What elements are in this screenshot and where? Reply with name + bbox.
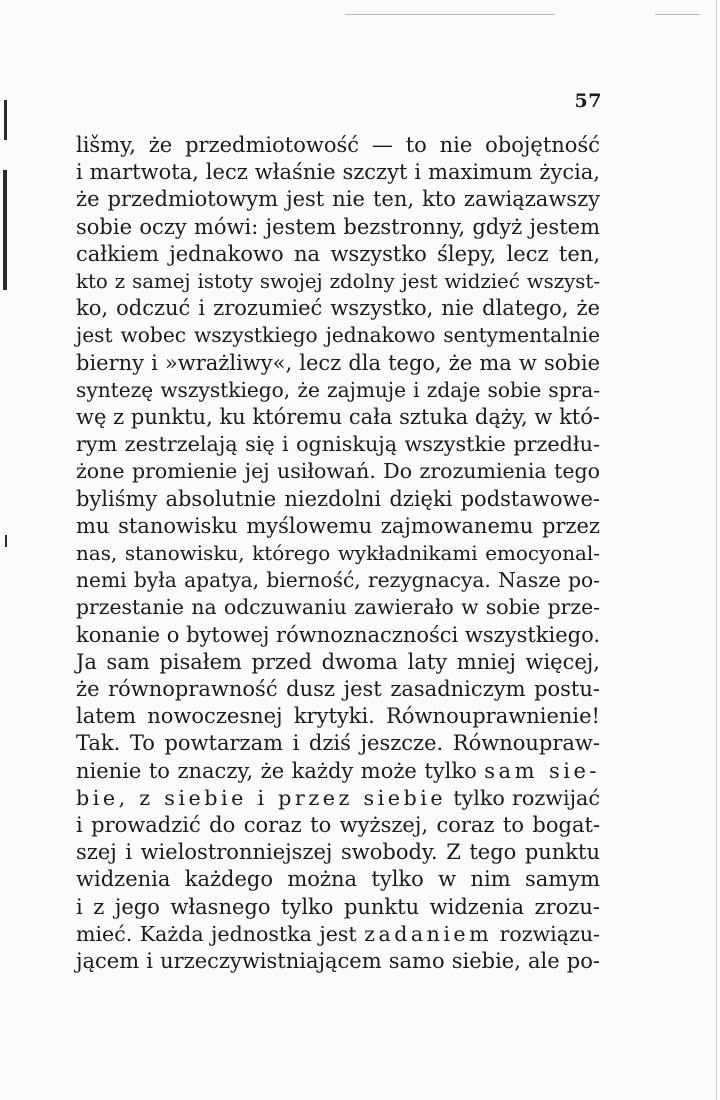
text-line: lišmy, że przedmiotowość — to nie obojętność [76, 133, 600, 157]
text-line: byliśmy absolutnie niezdolni dzięki podstawowe- [76, 486, 600, 511]
body-text [76, 132, 600, 975]
text-line: ko, odczuć i zrozumieć wszystko, nie dlatego, że [76, 296, 600, 321]
text-line: rym zestrzelają się i ogniskują wszystkie przedłu- [76, 432, 600, 457]
text-line: konanie o bytowej równoznaczności wszystkiego. [76, 622, 601, 647]
page-number: 57 [574, 90, 602, 112]
binding-mark [3, 170, 7, 290]
text-line: szej i wielostronniejszej swobody. Z tego punktu [76, 840, 600, 865]
text-line: mu stanowisku myślowemu zajmowanemu przez [76, 513, 600, 538]
text-line: nas, stanowisku, którego wykładnikami emocyonal- [76, 542, 600, 566]
text-line: mieć. Każda jednostka jest zadaniem rozwiązu- [76, 921, 600, 946]
emphasis-spaced: bie, z siebie i przez siebie [76, 785, 447, 810]
text-line: nienie to znaczy, że każdy może tylko sam sie- [76, 758, 601, 783]
text-line: bierny i »wrażliwy«, lecz dla tego, że ma w sobie [76, 350, 600, 375]
text-line: syntezę wszystkiego, że zajmuje i zdaje sobie spra- [76, 377, 600, 402]
text-line: kto z samej istoty swojej zdolny jest widzieć wszyst- [76, 270, 600, 294]
text-line: i z jego własnego tylko punktu widzenia zrozu- [76, 894, 600, 919]
emphasis-spaced: sam sie- [484, 758, 601, 783]
text-line: widzenia każdego można tylko w nim samym [76, 867, 600, 892]
text-line: przestanie na odczuwaniu zawierało w sobie prze- [76, 595, 600, 620]
page-edge [716, 0, 717, 1100]
text-line: jącem i urzeczywistniającem samo siebie, ale po- [76, 949, 600, 974]
top-scan-rule-right [655, 14, 700, 15]
text-line: jest wobec wszystkiego jednakowo sentymentalnie [76, 323, 600, 348]
text-line: Tak. To powtarzam i dziś jeszcze. Równoupraw- [76, 731, 600, 756]
text-line: bie, z siebie i przez siebie tylko rozwijać [76, 785, 600, 810]
text-line: latem nowoczesnej krytyki. Równouprawnienie! [76, 704, 600, 729]
text-line: nemi była apatya, bierność, rezygnacya. Nasze po- [76, 568, 600, 593]
binding-mark [5, 535, 7, 547]
text-line: sobie oczy mówi: jestem bezstronny, gdyż jestem [76, 214, 600, 239]
text-line: że przedmiotowym jest nie ten, kto zawiązawszy [76, 187, 600, 212]
text-line: że równoprawność dusz jest zasadniczym postu- [76, 677, 600, 702]
binding-mark [4, 100, 7, 140]
emphasis-spaced: zadaniem [364, 921, 493, 946]
text-line: i prowadzić do coraz to wyższej, coraz to bogat- [76, 813, 600, 838]
text-line: wę z punktu, ku któremu cała sztuka dąży, w któ- [76, 405, 600, 430]
text-line: całkiem jednakowo na wszystko ślepy, lecz ten, [76, 241, 600, 266]
text-line: żone promienie jej usiłowań. Do zrozumienia tego [76, 459, 600, 484]
text-line: i martwota, lecz właśnie szczyt i maximum życia, [76, 160, 600, 185]
top-scan-rule [345, 14, 555, 15]
text-line: Ja sam pisałem przed dwoma laty mniej więcej, [76, 649, 600, 674]
